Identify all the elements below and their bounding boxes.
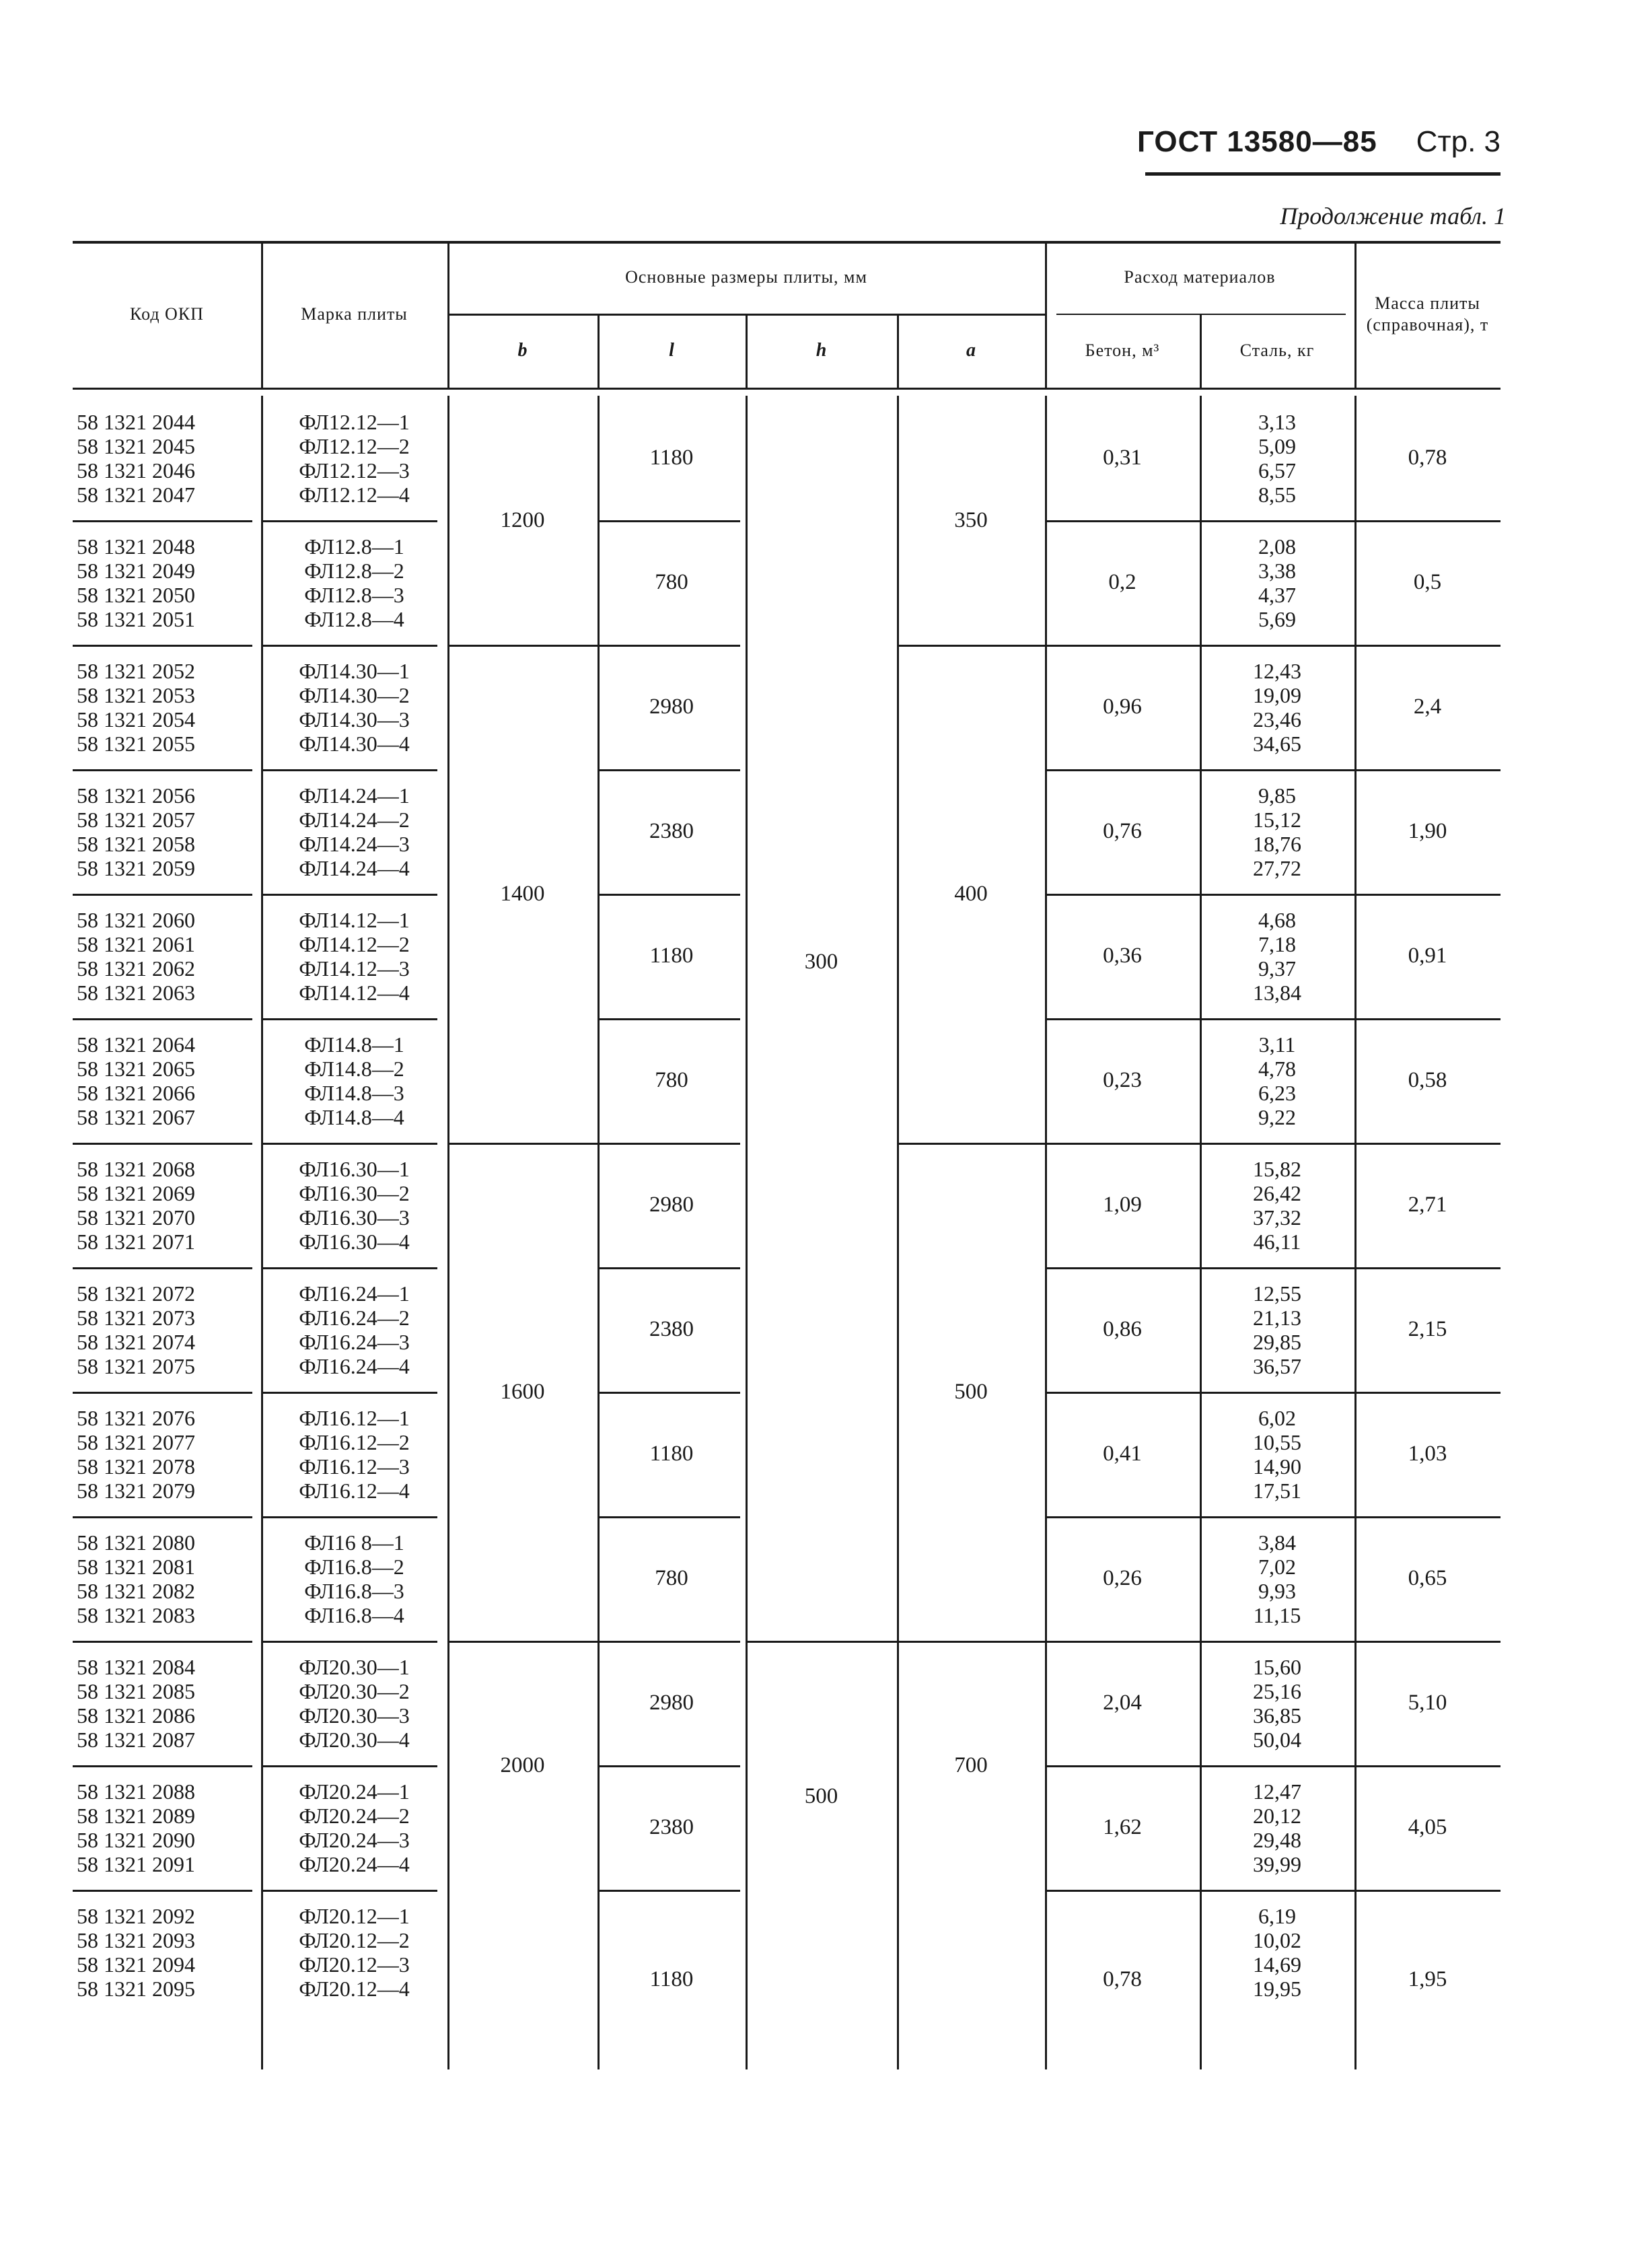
steel-value-line: 15,82 — [1253, 1156, 1301, 1181]
plate-mark-line: ФЛ14.8—2 — [304, 1056, 404, 1081]
concrete-value: 0,2 — [1108, 570, 1136, 594]
okp-code-line: 58 1321 2051 — [77, 606, 195, 631]
length-l: 2380 — [649, 1815, 694, 1839]
steel-value-line: 10,55 — [1253, 1429, 1301, 1454]
plate-mark-line: ФЛ12.8—2 — [304, 558, 404, 583]
plate-mark-line: ФЛ14.24—2 — [299, 807, 410, 832]
okp-code-line: 58 1321 2090 — [77, 1827, 195, 1852]
concrete-value: 0,78 — [1103, 1967, 1142, 1991]
table-continuation-label: Продолжение табл. 1 — [1280, 203, 1506, 229]
header-steel: Сталь, кг — [1239, 340, 1315, 360]
okp-code-line: 58 1321 2055 — [77, 731, 195, 756]
length-l: 1180 — [649, 944, 694, 968]
plate-mark — [261, 1641, 447, 1765]
plate-mark-line: ФЛ14.30—1 — [299, 658, 410, 683]
steel-value — [1200, 396, 1354, 520]
steel-value-line: 9,22 — [1258, 1104, 1296, 1129]
okp-code-line: 58 1321 2052 — [77, 658, 195, 683]
concrete-value: 1,62 — [1103, 1815, 1142, 1839]
steel-value-line: 36,57 — [1253, 1353, 1301, 1378]
steel-value-line: 6,19 — [1258, 1903, 1296, 1928]
steel-value-line: 13,84 — [1253, 980, 1301, 1005]
plate-mark-line: ФЛ14.30—4 — [299, 731, 410, 756]
plate-mark-line: ФЛ20.12—2 — [299, 1927, 410, 1952]
steel-value-line: 20,12 — [1253, 1803, 1301, 1828]
okp-code-line: 58 1321 2080 — [77, 1530, 195, 1555]
steel-value-line: 50,04 — [1253, 1727, 1301, 1752]
okp-code-line: 58 1321 2045 — [77, 433, 195, 458]
header-mass: Масса плиты (справочная), т — [1366, 293, 1489, 334]
steel-value-line: 6,57 — [1258, 458, 1296, 483]
plate-mark-line: ФЛ16.8—4 — [304, 1602, 404, 1627]
depth-a: 350 — [954, 507, 988, 532]
steel-value-line: 25,16 — [1253, 1678, 1301, 1703]
okp-code-line: 58 1321 2084 — [77, 1654, 195, 1679]
steel-value-line: 8,55 — [1258, 482, 1296, 507]
okp-code-line: 58 1321 2056 — [77, 783, 195, 808]
steel-value — [1200, 645, 1354, 769]
steel-value-line: 4,68 — [1258, 907, 1296, 932]
steel-value-line: 4,78 — [1258, 1056, 1296, 1081]
length-l: 2980 — [649, 1691, 694, 1715]
steel-value — [1200, 1267, 1354, 1392]
plate-mark-line: ФЛ20.24—4 — [299, 1851, 410, 1876]
plate-mark-line: ФЛ16.24—4 — [299, 1353, 410, 1378]
okp-code — [73, 520, 261, 645]
steel-value-line: 12,43 — [1253, 658, 1301, 683]
steel-value-line: 9,85 — [1258, 783, 1296, 808]
okp-code-line: 58 1321 2059 — [77, 855, 195, 880]
steel-value-line: 27,72 — [1253, 855, 1301, 880]
okp-code — [73, 1267, 261, 1392]
plate-mark-line: ФЛ16.24—3 — [299, 1329, 410, 1354]
okp-code-line: 58 1321 2094 — [77, 1952, 195, 1977]
plate-mark-line: ФЛ12.12—1 — [299, 409, 410, 434]
steel-value-line: 15,60 — [1253, 1654, 1301, 1679]
length-l: 2980 — [649, 695, 694, 719]
plate-mark-line: ФЛ12.8—1 — [304, 534, 404, 559]
steel-value-line: 15,12 — [1253, 807, 1301, 832]
mass-value: 5,10 — [1408, 1691, 1447, 1715]
okp-code-line: 58 1321 2078 — [77, 1454, 195, 1479]
steel-value-line: 5,69 — [1258, 606, 1296, 631]
mass-value: 1,95 — [1408, 1967, 1447, 1991]
okp-code-line: 58 1321 2067 — [77, 1104, 195, 1129]
okp-code-line: 58 1321 2071 — [77, 1229, 195, 1254]
okp-code-line: 58 1321 2070 — [77, 1205, 195, 1230]
plate-mark — [261, 396, 447, 520]
concrete-value: 0,76 — [1103, 819, 1142, 843]
okp-code-line: 58 1321 2069 — [77, 1180, 195, 1205]
plate-mark-line: ФЛ20.12—3 — [299, 1952, 410, 1977]
mass-value: 1,90 — [1408, 819, 1447, 843]
length-l: 780 — [655, 1068, 688, 1092]
plate-mark-line: ФЛ16.12—2 — [299, 1429, 410, 1454]
okp-code-line: 58 1321 2062 — [77, 956, 195, 981]
okp-code-line: 58 1321 2046 — [77, 458, 195, 483]
okp-code-line: 58 1321 2057 — [77, 807, 195, 832]
width-b: 2000 — [500, 1752, 545, 1777]
okp-code-line: 58 1321 2053 — [77, 682, 195, 707]
plate-mark — [261, 1267, 447, 1392]
okp-code-line: 58 1321 2081 — [77, 1554, 195, 1579]
steel-value-line: 29,48 — [1253, 1827, 1301, 1852]
steel-value-line: 14,69 — [1253, 1952, 1301, 1977]
concrete-value: 2,04 — [1103, 1691, 1142, 1715]
plate-mark-line: ФЛ16.30—3 — [299, 1205, 410, 1230]
mass-value: 2,71 — [1408, 1193, 1447, 1217]
okp-code — [73, 645, 261, 769]
okp-code — [73, 769, 261, 894]
plate-mark — [261, 769, 447, 894]
plate-mark-line: ФЛ20.30—4 — [299, 1727, 410, 1752]
steel-value-line: 11,15 — [1253, 1602, 1301, 1627]
okp-code-line: 58 1321 2086 — [77, 1703, 195, 1728]
length-l: 2380 — [649, 819, 694, 843]
plate-mark-line: ФЛ20.12—1 — [299, 1903, 410, 1928]
width-b: 1400 — [500, 881, 545, 906]
header-b: b — [517, 340, 528, 361]
plate-mark-line: ФЛ16.30—2 — [299, 1180, 410, 1205]
plate-mark — [261, 520, 447, 645]
depth-a: 400 — [954, 881, 988, 906]
plate-mark-line: ФЛ14.24—1 — [299, 783, 410, 808]
steel-value-line: 9,37 — [1258, 956, 1296, 981]
plate-mark — [261, 894, 447, 1018]
plate-mark — [261, 1765, 447, 1890]
plate-mark-line: ФЛ14.12—4 — [299, 980, 410, 1005]
length-l: 2980 — [649, 1193, 694, 1217]
width-b: 1600 — [500, 1379, 545, 1404]
mass-value: 1,03 — [1408, 1442, 1447, 1466]
okp-code-line: 58 1321 2066 — [77, 1080, 195, 1105]
okp-code — [73, 1392, 261, 1516]
header-l: l — [669, 340, 674, 361]
plate-mark-line: ФЛ16.24—2 — [299, 1305, 410, 1330]
plate-mark-line: ФЛ16.30—1 — [299, 1156, 410, 1181]
steel-value-line: 6,02 — [1258, 1405, 1296, 1430]
plate-mark-line: ФЛ20.24—2 — [299, 1803, 410, 1828]
okp-code-line: 58 1321 2073 — [77, 1305, 195, 1330]
plate-mark — [261, 1890, 447, 2014]
okp-code-line: 58 1321 2064 — [77, 1032, 195, 1057]
okp-code-line: 58 1321 2082 — [77, 1578, 195, 1603]
steel-value-line: 19,95 — [1253, 1976, 1301, 2001]
steel-value-line: 18,76 — [1253, 831, 1301, 856]
mass-value: 2,4 — [1413, 695, 1442, 719]
concrete-value: 0,23 — [1103, 1068, 1142, 1092]
steel-value-line: 26,42 — [1253, 1180, 1301, 1205]
okp-code-line: 58 1321 2044 — [77, 409, 195, 434]
okp-code-line: 58 1321 2047 — [77, 482, 195, 507]
concrete-value: 0,31 — [1103, 446, 1142, 470]
okp-code-line: 58 1321 2077 — [77, 1429, 195, 1454]
okp-code-line: 58 1321 2072 — [77, 1281, 195, 1306]
okp-code-line: 58 1321 2092 — [77, 1903, 195, 1928]
page-number: Стр. 3 — [1416, 125, 1501, 158]
mass-value: 2,15 — [1408, 1317, 1447, 1341]
steel-value-line: 9,93 — [1258, 1578, 1296, 1603]
okp-code-line: 58 1321 2085 — [77, 1678, 195, 1703]
plate-mark — [261, 1143, 447, 1267]
steel-value — [1200, 1641, 1354, 1765]
plate-mark-line: ФЛ16 8—1 — [304, 1530, 404, 1555]
plate-mark-line: ФЛ14.24—3 — [299, 831, 410, 856]
mass-value: 0,91 — [1408, 944, 1447, 968]
length-l: 780 — [655, 570, 688, 594]
steel-value — [1200, 1516, 1354, 1641]
okp-code — [73, 894, 261, 1018]
steel-value-line: 46,11 — [1253, 1229, 1301, 1254]
okp-code — [73, 1641, 261, 1765]
steel-value — [1200, 1890, 1354, 2014]
header-dimensions: Основные размеры плиты, мм — [625, 267, 867, 287]
steel-value — [1200, 769, 1354, 894]
okp-code-line: 58 1321 2095 — [77, 1976, 195, 2001]
mass-value: 0,78 — [1408, 446, 1447, 470]
length-l: 2380 — [649, 1317, 694, 1341]
depth-a: 700 — [954, 1752, 988, 1777]
header-h: h — [816, 340, 827, 361]
plate-mark-line: ФЛ14.12—3 — [299, 956, 410, 981]
steel-value — [1200, 1018, 1354, 1143]
rule-horizontal — [73, 388, 1501, 390]
steel-value-line: 12,47 — [1253, 1779, 1301, 1804]
steel-value — [1200, 520, 1354, 645]
plate-mark-line: ФЛ16.8—3 — [304, 1578, 404, 1603]
steel-value-line: 14,90 — [1253, 1454, 1301, 1479]
header-code: Код ОКП — [130, 304, 204, 324]
steel-value-line: 19,09 — [1253, 682, 1301, 707]
length-l: 780 — [655, 1566, 688, 1590]
mass-value: 0,58 — [1408, 1068, 1447, 1092]
width-b: 1200 — [500, 507, 545, 532]
plate-mark-line: ФЛ16.24—1 — [299, 1281, 410, 1306]
okp-code-line: 58 1321 2089 — [77, 1803, 195, 1828]
plate-mark-line: ФЛ12.8—4 — [304, 606, 404, 631]
plate-mark-line: ФЛ16.12—1 — [299, 1405, 410, 1430]
okp-code-line: 58 1321 2087 — [77, 1727, 195, 1752]
plate-mark-line: ФЛ12.12—4 — [299, 482, 410, 507]
okp-code-line: 58 1321 2049 — [77, 558, 195, 583]
plate-mark-line: ФЛ14.8—4 — [304, 1104, 404, 1129]
okp-code-line: 58 1321 2048 — [77, 534, 195, 559]
steel-value-line: 3,13 — [1258, 409, 1296, 434]
concrete-value: 0,96 — [1103, 695, 1142, 719]
steel-value-line: 4,37 — [1258, 582, 1296, 607]
plate-mark-line: ФЛ20.30—2 — [299, 1678, 410, 1703]
steel-value-line: 3,38 — [1258, 558, 1296, 583]
okp-code-line: 58 1321 2061 — [77, 931, 195, 956]
concrete-value: 0,41 — [1103, 1442, 1142, 1466]
okp-code-line: 58 1321 2068 — [77, 1156, 195, 1181]
plate-mark-line: ФЛ16.8—2 — [304, 1554, 404, 1579]
okp-code-line: 58 1321 2088 — [77, 1779, 195, 1804]
steel-value-line: 29,85 — [1253, 1329, 1301, 1354]
steel-value-line: 34,65 — [1253, 731, 1301, 756]
plate-mark-line: ФЛ14.30—2 — [299, 682, 410, 707]
length-l: 1180 — [649, 1442, 694, 1466]
steel-value-line: 7,02 — [1258, 1554, 1296, 1579]
concrete-value: 0,36 — [1103, 944, 1142, 968]
steel-value — [1200, 1392, 1354, 1516]
plate-mark-line: ФЛ20.12—4 — [299, 1976, 410, 2001]
concrete-value: 0,26 — [1103, 1566, 1142, 1590]
length-l: 1180 — [649, 1967, 694, 1991]
steel-value-line: 23,46 — [1253, 707, 1301, 732]
steel-value-line: 12,55 — [1253, 1281, 1301, 1306]
okp-code-line: 58 1321 2075 — [77, 1353, 195, 1378]
okp-code-line: 58 1321 2050 — [77, 582, 195, 607]
plate-mark-line: ФЛ20.30—3 — [299, 1703, 410, 1728]
steel-value-line: 10,02 — [1253, 1927, 1301, 1952]
okp-code — [73, 1018, 261, 1143]
header-concrete: Бетон, м³ — [1085, 340, 1160, 360]
okp-code-line: 58 1321 2063 — [77, 980, 195, 1005]
steel-value-line: 7,18 — [1258, 931, 1296, 956]
concrete-value: 1,09 — [1103, 1193, 1142, 1217]
okp-code — [73, 1890, 261, 2014]
plate-mark-line: ФЛ12.12—3 — [299, 458, 410, 483]
steel-value-line: 21,13 — [1253, 1305, 1301, 1330]
depth-a: 500 — [954, 1379, 988, 1404]
standard-number: ГОСТ 13580—85 — [1137, 125, 1377, 158]
steel-value — [1200, 894, 1354, 1018]
okp-code-line: 58 1321 2083 — [77, 1602, 195, 1627]
plate-mark — [261, 1392, 447, 1516]
okp-code — [73, 1516, 261, 1641]
steel-value — [1200, 1143, 1354, 1267]
steel-value — [1200, 1765, 1354, 1890]
steel-value-line: 17,51 — [1253, 1478, 1301, 1503]
okp-code-line: 58 1321 2076 — [77, 1405, 195, 1430]
plate-mark-line: ФЛ14.8—1 — [304, 1032, 404, 1057]
plate-mark-line: ФЛ16.12—3 — [299, 1454, 410, 1479]
plate-mark-line: ФЛ12.8—3 — [304, 582, 404, 607]
okp-code — [73, 1765, 261, 1890]
okp-code-line: 58 1321 2065 — [77, 1056, 195, 1081]
okp-code-line: 58 1321 2060 — [77, 907, 195, 932]
steel-value-line: 3,84 — [1258, 1530, 1296, 1555]
steel-value-line: 2,08 — [1258, 534, 1296, 559]
steel-value-line: 39,99 — [1253, 1851, 1301, 1876]
plate-mark-line: ФЛ16.30—4 — [299, 1229, 410, 1254]
plate-mark — [261, 1018, 447, 1143]
header-consumption: Расход материалов — [1124, 267, 1276, 287]
plate-mark-line: ФЛ14.12—2 — [299, 931, 410, 956]
header-mark: Марка плиты — [301, 304, 408, 324]
plate-mark — [261, 1516, 447, 1641]
plate-mark-line: ФЛ14.8—3 — [304, 1080, 404, 1105]
steel-value-line: 6,23 — [1258, 1080, 1296, 1105]
okp-code-line: 58 1321 2093 — [77, 1927, 195, 1952]
height-h: 300 — [804, 949, 838, 974]
okp-code — [73, 396, 261, 520]
plate-mark-line: ФЛ14.24—4 — [299, 855, 410, 880]
height-h: 500 — [804, 1783, 838, 1808]
okp-code — [73, 1143, 261, 1267]
plate-mark-line: ФЛ14.12—1 — [299, 907, 410, 932]
steel-value-line: 37,32 — [1253, 1205, 1301, 1230]
okp-code-line: 58 1321 2074 — [77, 1329, 195, 1354]
okp-code-line: 58 1321 2054 — [77, 707, 195, 732]
steel-value-line: 3,11 — [1258, 1032, 1296, 1057]
plate-mark-line: ФЛ20.24—1 — [299, 1779, 410, 1804]
length-l: 1180 — [649, 446, 694, 470]
okp-code-line: 58 1321 2079 — [77, 1478, 195, 1503]
plate-mark-line: ФЛ16.12—4 — [299, 1478, 410, 1503]
plate-mark-line: ФЛ20.24—3 — [299, 1827, 410, 1852]
header-a: a — [966, 340, 976, 361]
mass-value: 0,5 — [1413, 570, 1442, 594]
okp-code-line: 58 1321 2091 — [77, 1851, 195, 1876]
plate-mark-line: ФЛ12.12—2 — [299, 433, 410, 458]
plate-mark — [261, 645, 447, 769]
mass-value: 0,65 — [1408, 1566, 1447, 1590]
plate-mark-line: ФЛ14.30—3 — [299, 707, 410, 732]
steel-value-line: 36,85 — [1253, 1703, 1301, 1728]
mass-value: 4,05 — [1408, 1815, 1447, 1839]
okp-code-line: 58 1321 2058 — [77, 831, 195, 856]
plate-mark-line: ФЛ20.30—1 — [299, 1654, 410, 1679]
steel-value-line: 5,09 — [1258, 433, 1296, 458]
concrete-value: 0,86 — [1103, 1317, 1142, 1341]
